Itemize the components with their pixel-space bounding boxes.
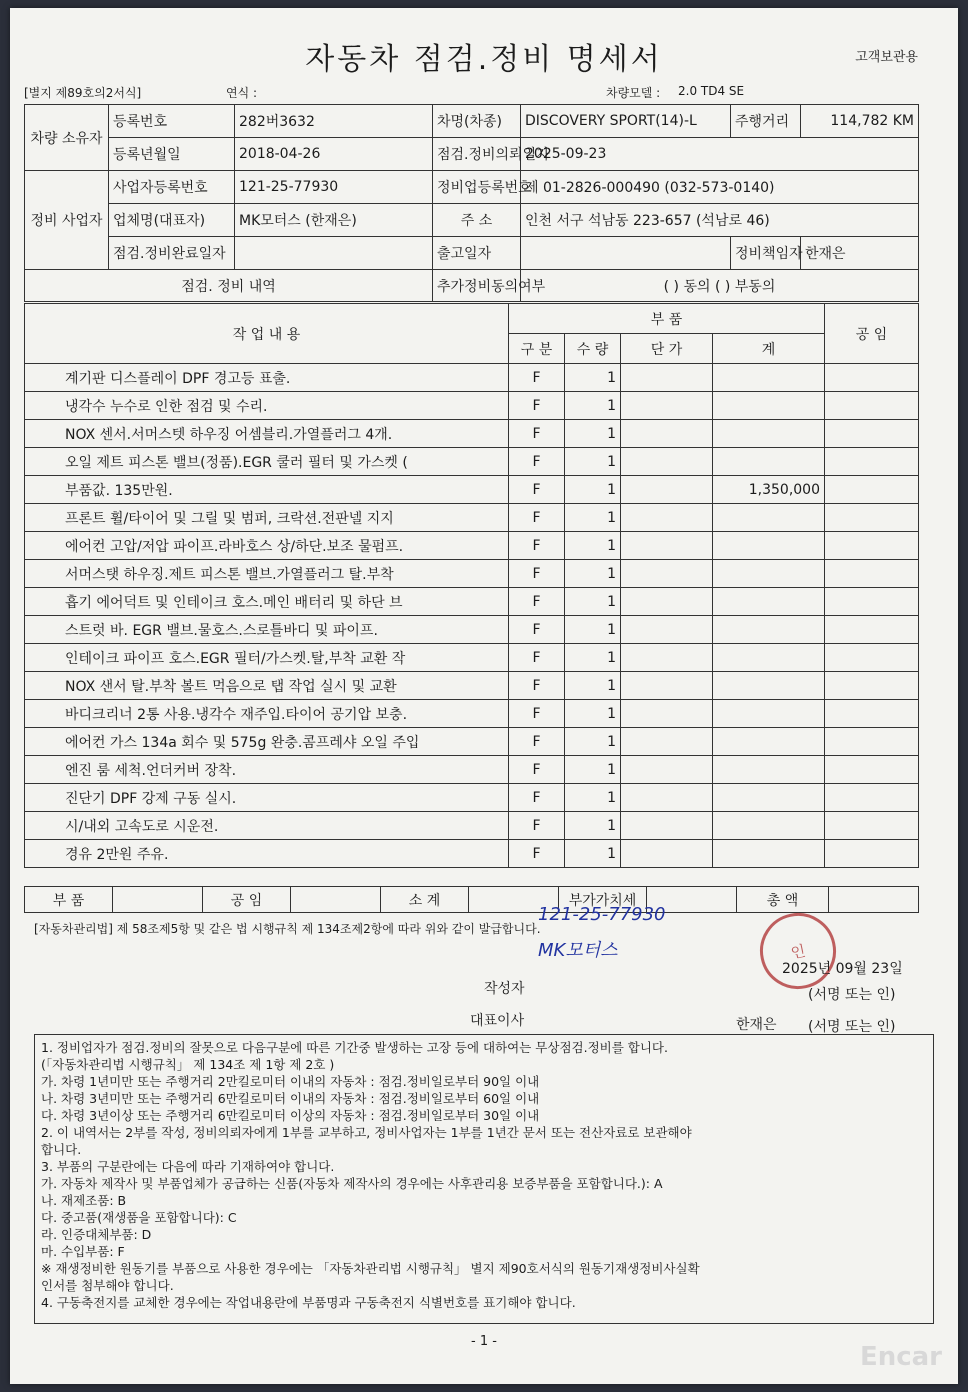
item-labor [825,812,919,840]
item-desc: 시/내외 고속도로 시운전. [25,812,509,840]
item-qty: 1 [565,644,621,672]
item-qty: 1 [565,532,621,560]
item-unit [621,364,713,392]
item-unit [621,420,713,448]
item-labor [825,644,919,672]
reg-no: 282버3632 [235,105,433,138]
reg-no-label: 등록번호 [109,105,235,138]
item-total [713,532,825,560]
sign-hint-rep: (서명 또는 인) [808,1019,896,1035]
item-total [713,364,825,392]
item-desc: 진단기 DPF 강제 구동 실시. [25,784,509,812]
item-labor [825,560,919,588]
item-qty: 1 [565,448,621,476]
table-row [25,784,919,812]
item-unit [621,756,713,784]
labor-header: 공 임 [825,304,919,364]
subtotal-label: 소 계 [381,887,469,913]
extra-value: ( ) 동의 ( ) 부동의 [521,270,919,302]
item-desc: 엔진 룸 세척.언더커버 장착. [25,756,509,784]
request-date-label: 점검.정비의뢰일자 [433,138,521,171]
item-type: F [509,784,565,812]
item-type: F [509,700,565,728]
sum-parts-label: 부 품 [25,887,113,913]
item-total [713,756,825,784]
item-total [713,672,825,700]
mileage-label: 주행거리 [731,105,801,138]
model-value: 2.0 TD4 SE [678,84,745,98]
item-type: F [509,364,565,392]
address-label: 주 소 [433,204,521,237]
note-line: 합니다. [41,1142,82,1157]
item-desc: NOX 센서.서머스텟 하우징 어셈블리.가열플러그 4개. [25,420,509,448]
table-row [25,448,919,476]
note-line: 라. 인증대체부품: D [41,1227,152,1242]
note-line: 인서를 첨부해야 합니다. [41,1278,174,1293]
total-header: 계 [713,334,825,364]
item-type: F [509,728,565,756]
vat-label: 부가가치세 [559,887,647,913]
item-total [713,420,825,448]
note-line: 다. 중고품(재생품을 포함합니다): C [41,1210,237,1225]
biz-no-label: 사업자등록번호 [109,171,235,204]
note-line: ※ 재생정비한 원동기를 부품으로 사용한 경우에는 「자동차관리법 시행규칙」 별지 제90호서식의 원동기재생정비사실확 [41,1261,700,1276]
item-labor [825,784,919,812]
item-qty: 1 [565,392,621,420]
out-date-label: 출고일자 [433,237,521,270]
item-unit [621,588,713,616]
table-row [25,812,919,840]
item-qty: 1 [565,504,621,532]
work-items [25,364,919,868]
writer-label: 작성자 [484,981,525,997]
sign-hint-writer: (서명 또는 인) [808,987,896,1003]
item-qty: 1 [565,616,621,644]
item-total [713,392,825,420]
item-desc: 계기판 디스플레이 DPF 경고등 표출. [25,364,509,392]
sum-labor-label: 공 임 [203,887,291,913]
item-qty: 1 [565,812,621,840]
item-unit [621,476,713,504]
note-line: 가. 차령 1년미만 또는 주행거리 2만킬로미터 이내의 자동차 : 점검.정비일로부터 90일 이내 [41,1074,540,1089]
table-row [25,728,919,756]
item-desc: 서머스탯 하우징.제트 피스톤 밸브.가열플러그 탈.부착 [25,560,509,588]
item-qty: 1 [565,476,621,504]
item-type: F [509,644,565,672]
item-type: F [509,616,565,644]
table-row [25,616,919,644]
extra-label: 추가정비동의여부 [433,270,521,302]
item-desc: 스트럿 바. EGR 밸브.물호스.스로틀바디 및 파이프. [25,616,509,644]
item-total [713,560,825,588]
item-total: 1,350,000 [713,476,825,504]
handwritten-shop-name: MK모터스 [538,940,618,961]
item-unit [621,728,713,756]
work-header: 작 업 내 용 [25,304,509,364]
item-total [713,588,825,616]
item-desc: 인테이크 파이프 호스.EGR 필터/가스켓.탈,부착 교환 작 [25,644,509,672]
item-unit [621,392,713,420]
model-year-label: 연식 : [226,86,258,100]
item-total [713,840,825,868]
notes-box [34,1034,934,1324]
item-qty: 1 [565,672,621,700]
table-row [25,364,919,392]
chief: 한재은 [801,237,919,270]
item-unit [621,504,713,532]
rep-name: 한재은 [736,1017,777,1033]
summary-table [24,886,919,913]
item-labor [825,756,919,784]
table-row [25,672,919,700]
grand-label: 총 액 [737,887,829,913]
item-unit [621,644,713,672]
shop-name-label: 업체명(대표자) [109,204,235,237]
detail-label: 점검. 정비 내역 [25,270,433,302]
watermark: Encar [859,1342,942,1372]
seal-text: 인 [789,941,808,962]
item-labor [825,672,919,700]
item-desc: 에어컨 고압/저압 파이프.라바호스 상/하단.보조 물펌프. [25,532,509,560]
model-label: 차량모델 : [606,86,661,100]
table-row [25,504,919,532]
item-qty: 1 [565,784,621,812]
table-row [25,588,919,616]
item-labor [825,616,919,644]
sum-labor [291,887,381,913]
item-qty: 1 [565,420,621,448]
item-type: F [509,420,565,448]
issue-notice: [자동차관리법] 제 58조제5항 및 같은 법 시행규칙 제 134조제2항에 따라 위와 같이 발급합니다. [34,922,541,936]
note-line: 2. 이 내역서는 2부를 작성, 정비의뢰자에게 1부를 교부하고, 정비사업자는 1부를 1년간 문서 또는 전산자료로 보관해야 [41,1125,692,1140]
note-line: 나. 재제조품: B [41,1193,127,1208]
item-type: F [509,392,565,420]
item-type: F [509,756,565,784]
item-type: F [509,504,565,532]
parts-header: 부 품 [509,304,825,334]
item-labor [825,448,919,476]
note-line: 1. 정비업자가 점검.정비의 잘못으로 다음구분에 따른 기간중 발생하는 고장 등에 대하여는 무상점검.정비를 합니다. [41,1040,668,1055]
note-line: 3. 부품의 구분란에는 다음에 따라 기재하여야 합니다. [41,1159,335,1174]
car-name: DISCOVERY SPORT(14)-L [521,105,731,138]
item-total [713,784,825,812]
chief-label: 정비책임자 [731,237,801,270]
item-qty: 1 [565,364,621,392]
document-sheet [10,8,958,1384]
item-type: F [509,560,565,588]
item-desc: 냉각수 누수로 인한 점검 및 수리. [25,392,509,420]
note-line: 4. 구동축전지를 교체한 경우에는 작업내용란에 부품명과 구동축전지 식별번호를 표기해야 합니다. [41,1295,576,1310]
item-qty: 1 [565,840,621,868]
item-desc: 부품값. 135만원. [25,476,509,504]
item-unit [621,672,713,700]
item-qty: 1 [565,588,621,616]
done-date-label: 점검.정비완료일자 [109,237,235,270]
item-labor [825,840,919,868]
item-labor [825,700,919,728]
item-desc: 흡기 에어덕트 및 인테이크 호스.메인 배터리 및 하단 브 [25,588,509,616]
type-header: 구 분 [509,334,565,364]
item-desc: 프론트 휠/타이어 및 그릴 및 범퍼, 크락션.전판넬 지지 [25,504,509,532]
note-line: 가. 자동차 제작사 및 부품업체가 공급하는 신품(자동차 제작사의 경우에는 사후관리용 보증부품을 포함합니다.): A [41,1176,663,1191]
done-date [235,237,433,270]
table-row [25,756,919,784]
item-labor [825,588,919,616]
item-unit [621,700,713,728]
table-row [25,840,919,868]
shop-section: 정비 사업자 [25,171,109,270]
table-row [25,644,919,672]
item-type: F [509,476,565,504]
item-type: F [509,672,565,700]
table-row [25,392,919,420]
item-total [713,504,825,532]
rep-label: 대표이사 [470,1013,525,1029]
item-type: F [509,588,565,616]
unit-header: 단 가 [621,334,713,364]
item-total [713,700,825,728]
owner-section: 차량 소유자 [25,105,109,171]
copy-label: 고객보관용 [855,50,918,65]
issue-date: 2025년 09월 23일 [782,961,903,977]
shop-name: MK모터스 (한재은) [235,204,433,237]
mileage: 114,782 KM [801,105,919,138]
grand [829,887,919,913]
form-number: [별지 제89호의2서식] [24,86,142,100]
item-unit [621,784,713,812]
info-table [24,104,919,302]
item-labor [825,364,919,392]
sum-parts [113,887,203,913]
item-labor [825,476,919,504]
car-name-label: 차명(차종) [433,105,521,138]
item-total [713,448,825,476]
table-row [25,476,919,504]
item-total [713,812,825,840]
table-row [25,560,919,588]
shop-reg: 제 01-2826-000490 (032-573-0140) [521,171,919,204]
request-date: 2025-09-23 [521,138,919,171]
table-row [25,532,919,560]
item-qty: 1 [565,728,621,756]
item-type: F [509,448,565,476]
biz-no: 121-25-77930 [235,171,433,204]
item-total [713,728,825,756]
item-qty: 1 [565,700,621,728]
shop-reg-label: 정비업등록번호 [433,171,521,204]
item-labor [825,728,919,756]
item-unit [621,532,713,560]
table-row [25,700,919,728]
item-desc: 경유 2만원 주유. [25,840,509,868]
item-type: F [509,532,565,560]
item-desc: NOX 샌서 탈.부착 볼트 먹음으로 탭 작업 실시 및 교환 [25,672,509,700]
item-type: F [509,812,565,840]
page-number: - 1 - [471,1334,497,1349]
out-date [521,237,731,270]
note-line: (「자동차관리법 시행규칙」 제 134조 제 1항 제 2호 ) [41,1057,335,1072]
item-labor [825,392,919,420]
item-desc: 에어컨 가스 134a 회수 및 575g 완충.콤프레샤 오일 주입 [25,728,509,756]
item-desc: 오일 제트 피스톤 밸브(정품).EGR 쿨러 필터 및 가스켓 ( [25,448,509,476]
item-labor [825,420,919,448]
note-line: 나. 차령 3년미만 또는 주행거리 6만킬로미터 이내의 자동차 : 점검.정비일로부터 60일 이내 [41,1091,540,1106]
document-title: 자동차 점검.정비 명세서 [305,42,663,77]
item-unit [621,560,713,588]
item-unit [621,840,713,868]
item-unit [621,448,713,476]
item-labor [825,504,919,532]
item-total [713,616,825,644]
item-unit [621,616,713,644]
item-unit [621,812,713,840]
item-desc: 바디크리너 2통 사용.냉각수 재주입.타이어 공기압 보충. [25,700,509,728]
qty-header: 수 량 [565,334,621,364]
reg-date: 2018-04-26 [235,138,433,171]
item-total [713,644,825,672]
item-qty: 1 [565,756,621,784]
work-table [24,303,919,868]
handwritten-biz-no: 121-25-77930 [538,904,666,925]
reg-date-label: 등록년월일 [109,138,235,171]
item-qty: 1 [565,560,621,588]
item-type: F [509,840,565,868]
note-line: 마. 수입부품: F [41,1244,125,1259]
note-line: 다. 차령 3년이상 또는 주행거리 6만킬로미터 이상의 자동차 : 점검.정비일로부터 30일 이내 [41,1108,540,1123]
table-row [25,420,919,448]
item-labor [825,532,919,560]
address: 인천 서구 석남동 223-657 (석남로 46) [521,204,919,237]
